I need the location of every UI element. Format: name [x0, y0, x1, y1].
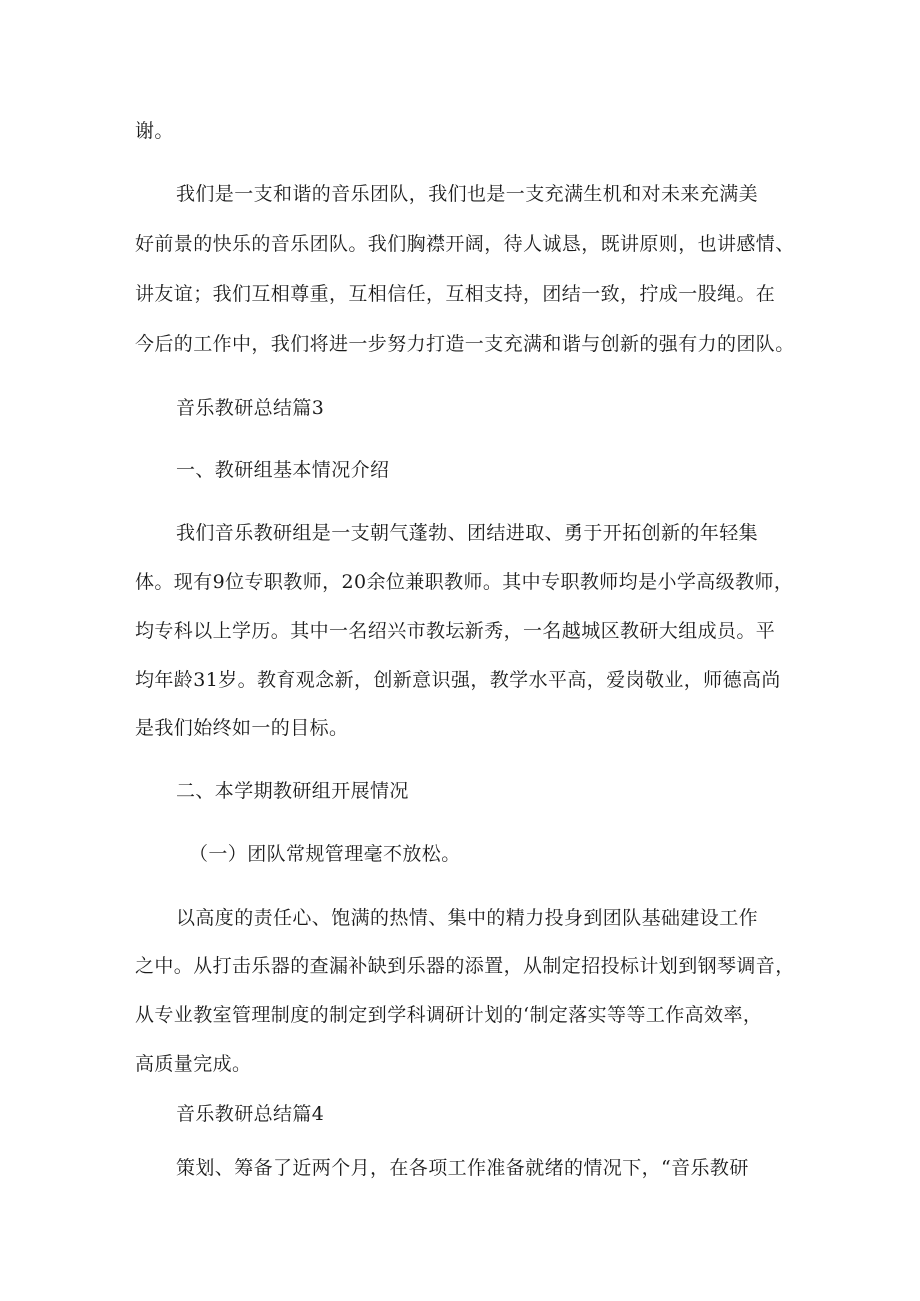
paragraph-line: 均年龄31岁。教育观念新，创新意识强，教学水平高，爱岗敬业，师德高尚 — [135, 669, 781, 691]
text-line: 谢。 — [135, 120, 174, 142]
paragraph-line: 均专科以上学历。其中一名绍兴市教坛新秀，一名越城区教研大组成员。平 — [135, 620, 776, 642]
paragraph-line: 从专业教室管理制度的制定到学科调研计划的‘制定落实等等工作高效率， — [135, 1004, 763, 1026]
paragraph-line: 是我们始终如一的目标。 — [135, 717, 349, 739]
paragraph-line: 今后的工作中，我们将进一步努力打造一支充满和谐与创新的强有力的团队。 — [135, 333, 795, 355]
paragraph-line: 以高度的责任心、饱满的热情、集中的精力投身到团队基础建设工作 — [176, 907, 759, 929]
paragraph-line: 我们音乐教研组是一支朝气蓬勃、团结进取、勇于开拓创新的年轻集 — [176, 522, 759, 544]
subsection-heading: （一）团队常规管理毫不放松。 — [189, 843, 461, 865]
paragraph-line: 之中。从打击乐器的查漏补缺到乐器的添置，从制定招投标计划到钢琴调音， — [135, 955, 795, 977]
paragraph-line: 体。现有9位专职教师，20余位兼职教师。其中专职教师均是小学高级教师， — [135, 571, 794, 593]
paragraph-line: 讲友谊；我们互相尊重，互相信任，互相支持，团结一致，拧成一股绳。在 — [135, 283, 776, 305]
paragraph-line: 策划、筹备了近两个月，在各项工作准备就绪的情况下，“音乐教研 — [176, 1157, 749, 1179]
paragraph-line: 好前景的快乐的音乐团队。我们胸襟开阔，待人诚恳，既讲原则，也讲感情、 — [135, 233, 795, 255]
section-title: 音乐教研总结篇3 — [176, 397, 325, 419]
paragraph-line: 我们是一支和谐的音乐团队，我们也是一支充满生机和对未来充满美 — [176, 183, 759, 205]
section-heading: 一、教研组基本情况介绍 — [176, 459, 390, 481]
paragraph-line: 高质量完成。 — [135, 1053, 252, 1075]
section-title: 音乐教研总结篇4 — [176, 1103, 325, 1125]
section-heading: 二、本学期教研组开展情况 — [176, 780, 409, 802]
